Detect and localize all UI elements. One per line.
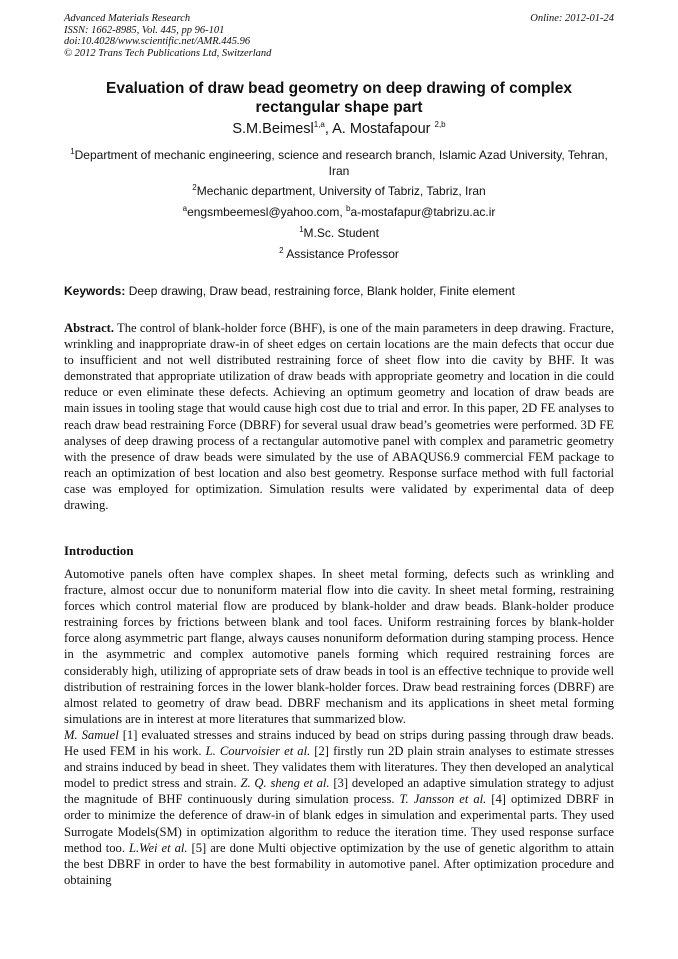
affiliation-1 — [64, 148, 614, 179]
author-line — [64, 120, 614, 138]
paper-title: Evaluation of draw bead geometry on deep drawing of complex rectangular shape part — [106, 80, 572, 116]
email-a-marker: a — [182, 204, 188, 213]
introduction-heading: Introduction — [64, 544, 134, 558]
author-separator: , — [324, 121, 333, 137]
affiliation-1-marker: 1 — [70, 147, 75, 156]
email-b: a-mostafapur@tabrizu.ac.ir — [350, 205, 496, 219]
author-1: S.M.Beimesl — [232, 121, 314, 137]
paragraph-segment: [2] firstly run 2D plain strain analyses to estimate stresses and strains induced by bead in sheet. They validates them with literatures. They then developed an analytical model to predict stress and strain. — [64, 744, 614, 791]
keywords — [64, 284, 614, 299]
email-b-marker: b — [346, 204, 351, 213]
issn-line: ISSN: 1662-8985, Vol. 445, pp 96-101 — [64, 24, 225, 36]
paragraph-segment: [5] are done Multi objective optimization by the use of genetic algorithm to attain the best DBRF in order to have the best formability in automotive panel. After optimization procedure and obtaining — [64, 840, 614, 887]
journal-name: Advanced Materials Research — [64, 13, 191, 24]
citation-samuel: M. Samuel — [64, 727, 119, 742]
abstract-label: Abstract. — [64, 321, 115, 335]
citation-jansson: T. Jansson et al. — [399, 792, 487, 807]
role-2 — [64, 247, 614, 263]
keywords-text: Deep drawing, Draw bead, restraining force, Blank holder, Finite element — [125, 284, 515, 298]
affiliation-2-marker: 2 — [192, 183, 197, 192]
role-1-text: M.Sc. Student — [303, 226, 379, 240]
author-2: A. Mostafapour — [332, 121, 435, 137]
email-a: engsmbeemesl@yahoo.com, — [187, 205, 347, 219]
affiliation-2-text: Mechanic department, University of Tabriz, Tabriz, Iran — [196, 184, 486, 198]
paragraph-segment: [4] optimized DBRF in order to minimize the deference of draw-in of blank edges in simulation and experimental parts. They used Surrogate Models(SM) in optimization algorithm to reduce the iteration time. They used response surface method too. — [64, 792, 614, 855]
author-1-marker: 1,a — [313, 120, 325, 130]
paragraph-segment: [3] developed an adaptive simulation strategy to adjust the magnitude of BHF continuously during simulation process. — [64, 776, 614, 807]
author-2-marker: 2,b — [434, 120, 446, 130]
citation-courvoisier: L. Courvoisier et al. — [205, 744, 311, 759]
citation-wei: L.Wei et al. — [128, 840, 188, 855]
role-2-marker: 2 — [279, 246, 284, 255]
role-1-marker: 1 — [299, 225, 304, 234]
email-line — [64, 205, 614, 221]
paragraph-segment: [1] evaluated stresses and strains induced by bead on strips during passing through draw beads. He used FEM in his work. — [64, 727, 614, 759]
abstract — [64, 320, 614, 513]
role-2-text: Assistance Professor — [283, 247, 399, 261]
copyright-line: © 2012 Trans Tech Publications Ltd, Switzerland — [64, 47, 272, 59]
abstract-text: The control of blank-holder force (BHF), is one of the main parameters in deep drawing. Fracture, wrinkling and inappropriate draw-in of sheet edges on certain locations are the main defects that occur due to insufficient and not well distributed restraining force of sheet flow into die cavity by BHF. It was demonstrated that appropriate utilization of draw beads with appropriate geometry and location in die could reduce or even eliminate these defects. Achieving an optimum geometry and location of draw beads are main issues in tooling stage that would cause high cost due to trial and error. In this paper, 2D FE analyses to reach draw bead restraining Force (DBRF) for several usual draw bead’s geometries were performed. 3D FE analyses of deep drawing process of a rectangular automotive panel with complex and parametric geometry with the presence of draw beads were simulated by the use of ABAQUS6.9 commercial FEM package to reach an optimization of best location and also best geometry. Response surface method with full factorial case was employed for optimization. Simulation results were validated by experimental data of deep drawing. — [64, 321, 614, 513]
affiliation-1-text: Department of mechanic engineering, science and research branch, Islamic Azad University, Tehran, Iran — [74, 148, 608, 178]
citation-sheng: Z. Q. sheng et al. — [240, 776, 330, 791]
doi-line: doi:10.4028/www.scientific.net/AMR.445.96 — [64, 36, 251, 47]
affiliation-2 — [64, 184, 614, 200]
introduction-paragraph-2 — [64, 727, 614, 888]
role-1 — [64, 226, 614, 242]
online-date: Online: 2012-01-24 — [530, 13, 614, 24]
introduction-body — [64, 566, 614, 888]
introduction-paragraph-1: Automotive panels often have complex shapes. In sheet metal forming, defects such as wrinkling and fracture, almost occur due to nonuniform material flow into die cavity. In sheet metal forming, restraining forces which control material flow are produced by blank-holder and draw beads. Blank-holder produce restraining forces by frictions between blank and tool faces. Uniform restraining forces by blank-holder force along asymmetric part flange, always causes nonuniform deformation during stamping process. Hence in the asymmetric and complex automotive panels forming which required restraining forces are considerably high, utilizing of appropriate sets of draw beads in tool is an effective technique to provide well distribution of restraining forces in the lower blank-holder forces. Draw bead restraining forces (DBRF) are almost related to geometry of draw bead. DBRF mechanism and its applications in sheet metal forming simulations are in interest at more literatures that summarized blow. — [64, 567, 614, 726]
keywords-label: Keywords: — [64, 284, 126, 298]
journal-header — [64, 13, 271, 59]
